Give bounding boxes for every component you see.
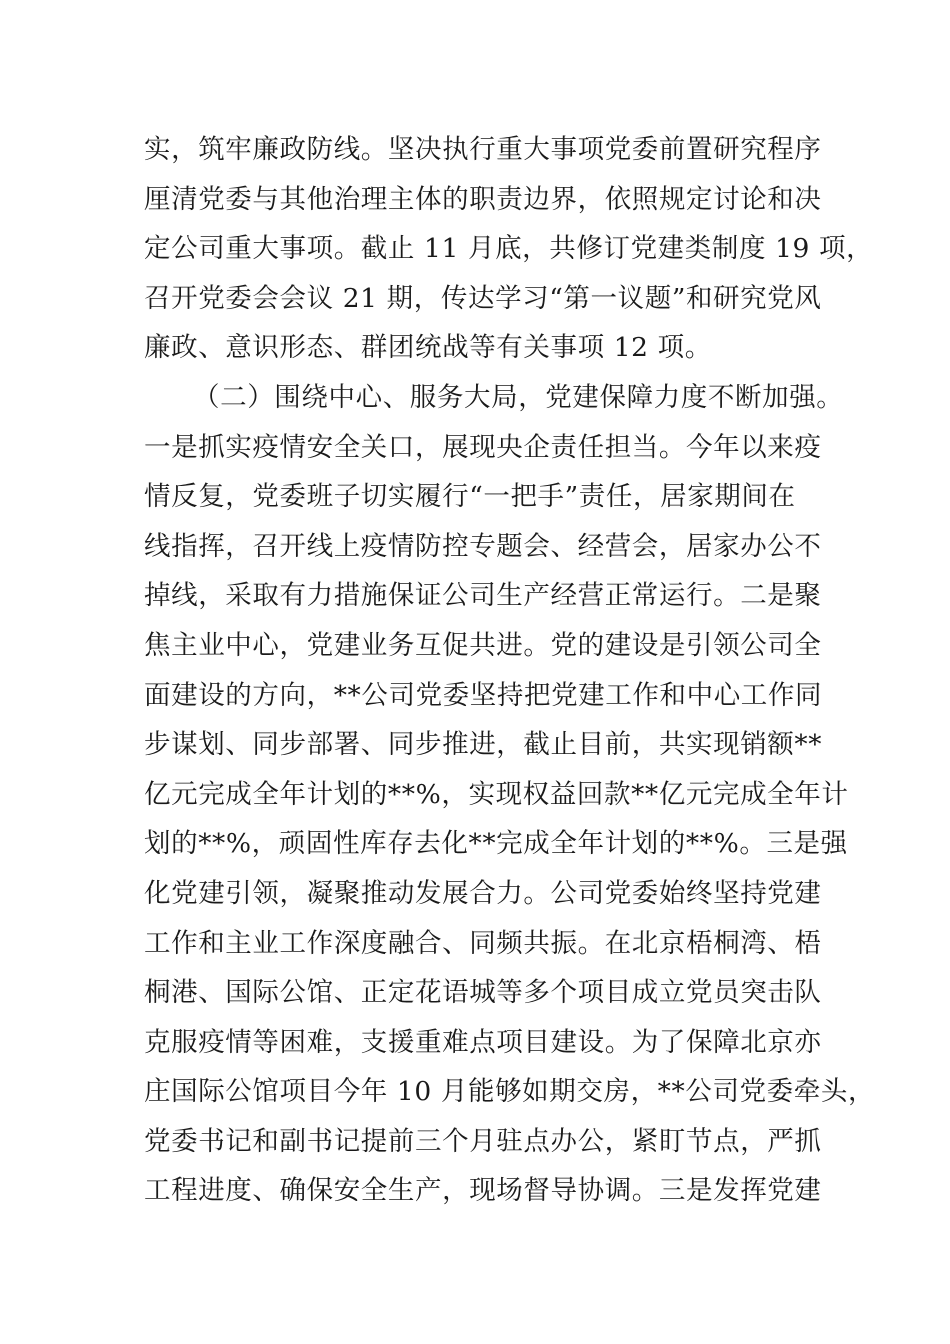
section-heading: （二）围绕中心、服务大局，党建保障力度不断加强。 [193,381,844,413]
text-line: 厘清党委与其他治理主体的职责边界，依照规定讨论和决 [144,183,822,215]
text-line: 工作和主业工作深度融合、同频共振。在北京梧桐湾、梧 [144,927,822,959]
text-line: 焦主业中心，党建业务互促共进。党的建设是引领公司全 [144,629,822,661]
body-text [144,125,876,1216]
text-line: 一是抓实疫情安全关口，展现央企责任担当。今年以来疫 [144,431,822,463]
text-line: 工程进度、确保安全生产，现场督导协调。三是发挥党建 [144,1175,822,1207]
text-line: 召开党委会会议 21 期，传达学习“第一议题”和研究党风 [144,282,822,314]
text-line: 党委书记和副书记提前三个月驻点办公，紧盯节点，严抓 [144,1125,822,1157]
text-line: 划的**%，顽固性库存去化**完成全年计划的**%。三是强 [144,828,848,860]
text-line: 情反复，党委班子切实履行“一把手”责任，居家期间在 [144,481,796,513]
text-line: 步谋划、同步部署、同步推进，截止目前，共实现销额** [144,729,823,761]
text-line: 掉线，采取有力措施保证公司生产经营正常运行。二是聚 [144,580,822,612]
text-line: 面建设的方向，**公司党委坚持把党建工作和中心工作同 [144,679,823,711]
text-line: 廉政、意识形态、群团统战等有关事项 12 项。 [144,332,712,364]
text-line: 线指挥，召开线上疫情防控专题会、经营会，居家办公不 [144,530,822,562]
text-line: 克服疫情等困难，支援重难点项目建设。为了保障北京亦 [144,1026,822,1058]
text-line: 亿元完成全年计划的**%，实现权益回款**亿元完成全年计 [144,778,849,810]
text-line: 庄国际公馆项目今年 10 月能够如期交房，**公司党委牵头， [144,1076,876,1108]
text-line: 桐港、国际公馆、正定花语城等多个项目成立党员突击队 [144,977,822,1009]
text-line: 化党建引领，凝聚推动发展合力。公司党委始终坚持党建 [144,877,822,909]
text-line: 实，筑牢廉政防线。坚决执行重大事项党委前置研究程序 [144,134,822,165]
text-line: 定公司重大事项。截止 11 月底，共修订党建类制度 19 项， [144,233,874,265]
